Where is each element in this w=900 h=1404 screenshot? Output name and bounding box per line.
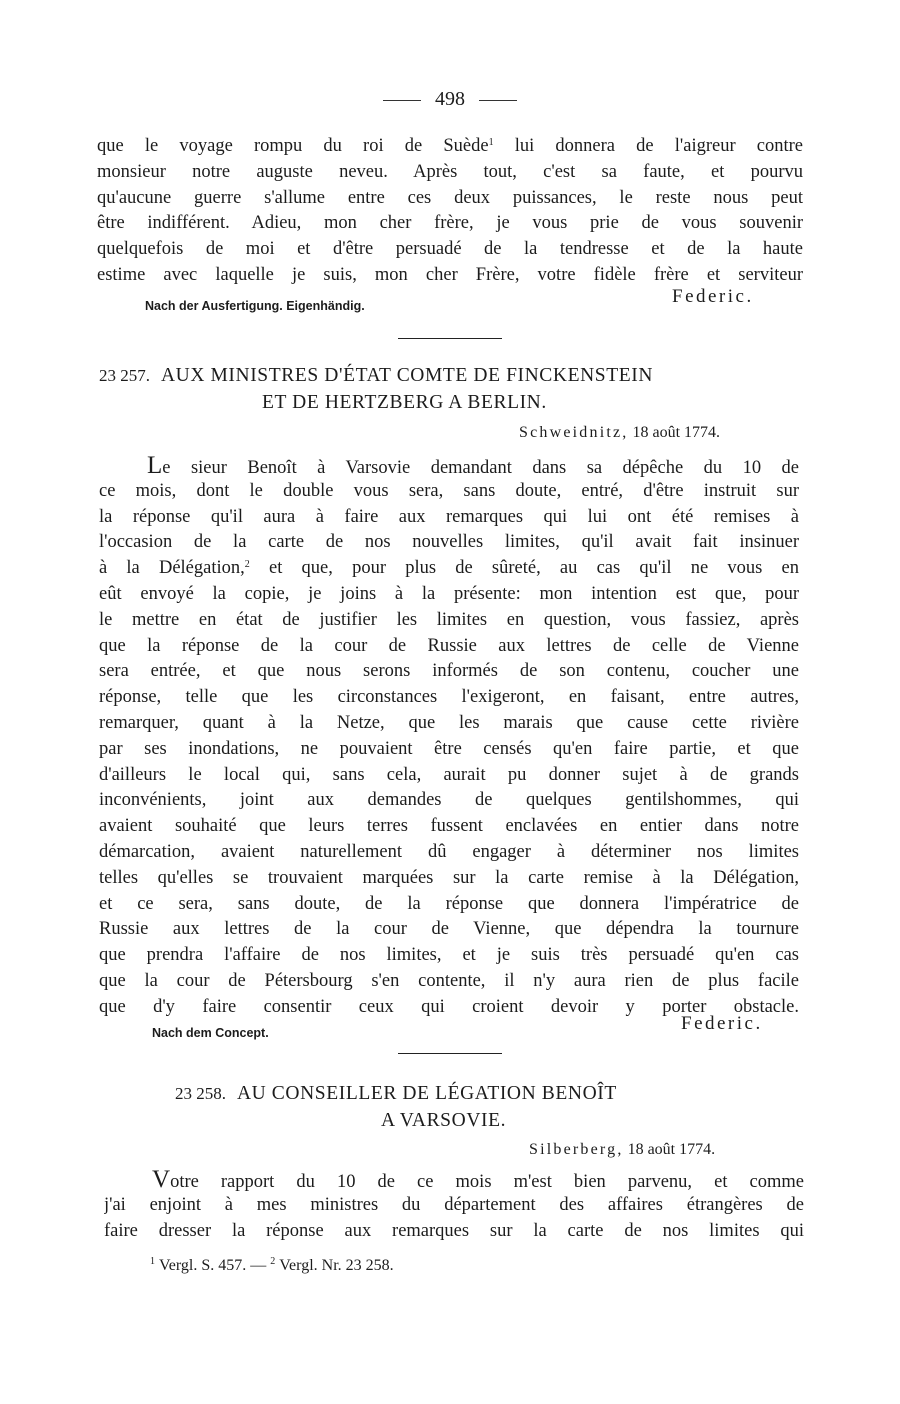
text-line: Russie aux lettres de la cour de Vienne, que dépendra la tournure — [99, 919, 799, 940]
letter-number: 23 257. — [99, 366, 150, 385]
text-line: que d'y faire consentir ceux qui croient devoir y porter obstacle. — [99, 996, 799, 1017]
text-line: Votre rapport du 10 de ce mois m'est bien parvenu, et comme — [152, 1167, 804, 1193]
signature: Federic. — [672, 286, 754, 307]
text-line: être indifférent. Adieu, mon cher frère, je vous prie de vous souvenir — [97, 213, 803, 234]
text-line: que le voyage rompu du roi de Suède$^1$ lui donnera de l'aigreur contre — [97, 136, 803, 156]
heading-line-2: A VARSOVIE. — [381, 1110, 507, 1131]
header-dash-left — [383, 100, 421, 101]
text-line: eût envoyé la copie, je joins à la présente: mon intention est que, pour — [99, 583, 799, 604]
text-line: ce mois, dont le double vous sera, sans doute, entré, d'être instruit sur — [99, 480, 799, 501]
heading-line-1: AUX MINISTRES D'ÉTAT COMTE DE FINCKENSTEIN — [160, 365, 654, 386]
footnote-mark: 1 — [150, 1256, 155, 1267]
letter-body — [99, 453, 799, 1046]
place: Silberberg, — [529, 1141, 624, 1158]
text-line: remarquer, quant à la Netze, que les marais que cause cette rivière — [99, 712, 799, 733]
text-line: quelquefois de moi et d'être persuadé de la tendresse et de la haute — [97, 239, 803, 260]
text-line: Le sieur Benoît à Varsovie demandant dans sa dépêche du 10 de — [147, 453, 799, 479]
letter-body — [104, 1167, 804, 1244]
footnote-1: Vergl. S. 457. — — [159, 1257, 267, 1274]
text-line: réponse, telle que les circonstances l'exigeront, en faisant, entre autres, — [99, 687, 799, 708]
text-line: que prendra l'affaire de nos limites, et je suis très persuadé qu'en cas — [99, 945, 799, 966]
text-line: d'ailleurs le local qui, sans cela, aurait pu donner sujet à de grands — [99, 764, 799, 785]
footnote-2: Vergl. Nr. 23 258. — [279, 1257, 394, 1274]
text-line: sera entrée, et que nous serons informés de son contenu, coucher une — [99, 661, 799, 682]
text-line: avaient souhaité que leurs terres fussent enclavées en entier dans notre — [99, 816, 799, 837]
place: Schweidnitz, — [519, 424, 629, 441]
letter-heading — [175, 1083, 617, 1105]
text-line: l'occasion de la carte de nos nouvelles limites, qu'il avait fait insinuer — [99, 532, 799, 553]
header-dash-right — [479, 100, 517, 101]
footnotes — [150, 1257, 394, 1275]
text-line: qu'aucune guerre s'allume entre ces deux puissances, le reste nous peut — [97, 187, 803, 208]
text-line: le mettre en état de justifier les limites en question, vous fassiez, après — [99, 609, 799, 630]
heading-line-1: AU CONSEILLER DE LÉGATION BENOÎT — [236, 1083, 617, 1104]
text-line: faire dresser la réponse aux remarques sur la carte de nos limites qui — [104, 1220, 804, 1241]
section-divider — [398, 338, 502, 339]
text-line: et ce sera, sans doute, de la réponse que donnera l'impératrice de — [99, 893, 799, 914]
text-line: j'ai enjoint à mes ministres du département des affaires étrangères de — [104, 1194, 804, 1215]
footnote-mark: 2 — [244, 559, 250, 571]
text-line: la réponse qu'il aura à faire aux remarques qui lui ont été remises à — [99, 506, 799, 527]
dateline — [519, 424, 720, 442]
source-note: Nach dem Concept. — [152, 1026, 269, 1040]
text-line: que la réponse de la cour de Russie aux lettres de celle de Vienne — [99, 635, 799, 656]
dateline — [529, 1141, 715, 1159]
text-line: que la cour de Pétersbourg s'en contente, il n'y aura rien de plus facile — [99, 970, 799, 991]
initial-letter: V — [152, 1167, 171, 1193]
opening-paragraph — [97, 134, 803, 289]
source-note: Nach der Ausfertigung. Eigenhändig. — [145, 299, 365, 313]
page-header — [0, 88, 900, 111]
text-line: estime avec laquelle je suis, mon cher Frère, votre fidèle frère et serviteur — [97, 264, 803, 285]
footnote-mark: 2 — [270, 1256, 276, 1267]
date: 18 août 1774. — [632, 424, 721, 441]
date: 18 août 1774. — [627, 1141, 716, 1158]
heading-line-2: ET DE HERTZBERG A BERLIN. — [262, 392, 547, 413]
text-line: monsieur notre auguste neveu. Après tout, c'est sa faute, et pourvu — [97, 161, 803, 182]
text-line: inconvénients, joint aux demandes de quelques gentilshommes, qui — [99, 790, 799, 811]
text-line: telles qu'elles se trouvaient marquées sur la carte remise à la Délégation, — [99, 867, 799, 888]
text-line: par ses inondations, ne pouvaient être censés qu'en faire partie, et que — [99, 738, 799, 759]
page-number: 498 — [435, 88, 465, 110]
footnote-mark: 1 — [488, 137, 494, 148]
signature: Federic. — [681, 1013, 763, 1034]
initial-letter: L — [147, 453, 163, 479]
letter-number: 23 258. — [175, 1084, 226, 1103]
letter-heading — [99, 365, 653, 387]
text-line: à la Délégation,$^2$ et que, pour plus de sûreté, au cas qu'il ne vous en — [99, 558, 799, 579]
text-line: démarcation, avaient naturellement dû engager à déterminer nos limites — [99, 841, 799, 862]
section-divider — [398, 1053, 502, 1054]
